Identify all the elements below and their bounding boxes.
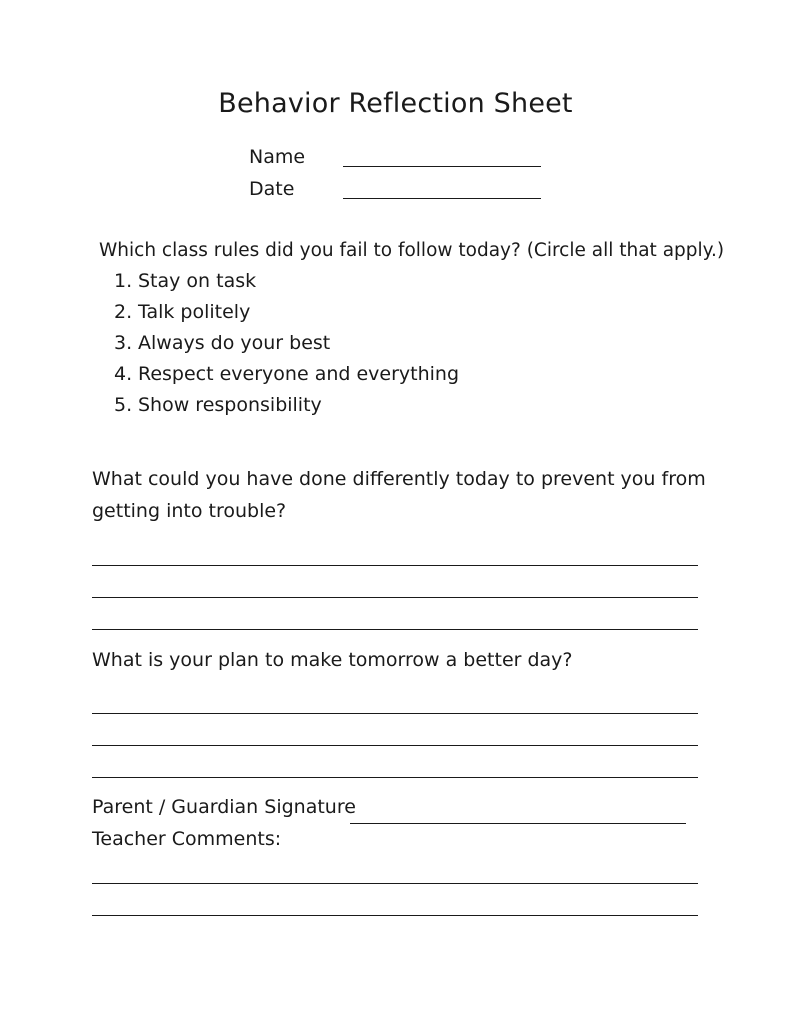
rule-label: Always do your best bbox=[138, 332, 331, 354]
rule-item[interactable] bbox=[114, 363, 459, 394]
plan-question: What is your plan to make tomorrow a better day? bbox=[92, 649, 573, 671]
answer-line[interactable] bbox=[92, 629, 698, 630]
signature-line[interactable] bbox=[350, 823, 686, 824]
comment-line[interactable] bbox=[92, 915, 698, 916]
signature-label: Parent / Guardian Signature bbox=[92, 796, 356, 818]
rule-number: 2. bbox=[114, 301, 133, 323]
name-field bbox=[249, 146, 343, 172]
rules-question: Which class rules did you fail to follow today? (Circle all that apply.) bbox=[99, 240, 725, 261]
name-label: Name bbox=[249, 146, 306, 168]
date-label: Date bbox=[249, 178, 295, 200]
rule-number: 1. bbox=[114, 270, 133, 292]
rule-number: 4. bbox=[114, 363, 133, 385]
name-write-line[interactable] bbox=[343, 166, 541, 167]
rule-number: 5. bbox=[114, 394, 133, 416]
answer-line[interactable] bbox=[92, 713, 698, 714]
rule-item[interactable] bbox=[114, 270, 459, 301]
answer-line[interactable] bbox=[92, 597, 698, 598]
rule-label: Respect everyone and everything bbox=[138, 363, 460, 385]
teacher-comments-label: Teacher Comments: bbox=[92, 828, 282, 850]
answer-line[interactable] bbox=[92, 745, 698, 746]
rule-label: Stay on task bbox=[138, 270, 257, 292]
rule-label: Talk politely bbox=[138, 301, 251, 323]
rules-list bbox=[114, 270, 459, 425]
rule-item[interactable] bbox=[114, 394, 459, 425]
answer-line[interactable] bbox=[92, 565, 698, 566]
prevent-question-line1: What could you have done differently today to prevent you from bbox=[92, 468, 706, 490]
rule-item[interactable] bbox=[114, 301, 459, 332]
rule-number: 3. bbox=[114, 332, 133, 354]
rule-label: Show responsibility bbox=[138, 394, 322, 416]
date-write-line[interactable] bbox=[343, 198, 541, 199]
rule-item[interactable] bbox=[114, 332, 459, 363]
comment-line[interactable] bbox=[92, 883, 698, 884]
page-title: Behavior Reflection Sheet bbox=[218, 88, 573, 119]
date-field bbox=[249, 178, 343, 204]
prevent-question-line2: getting into trouble? bbox=[92, 500, 287, 522]
answer-line[interactable] bbox=[92, 777, 698, 778]
